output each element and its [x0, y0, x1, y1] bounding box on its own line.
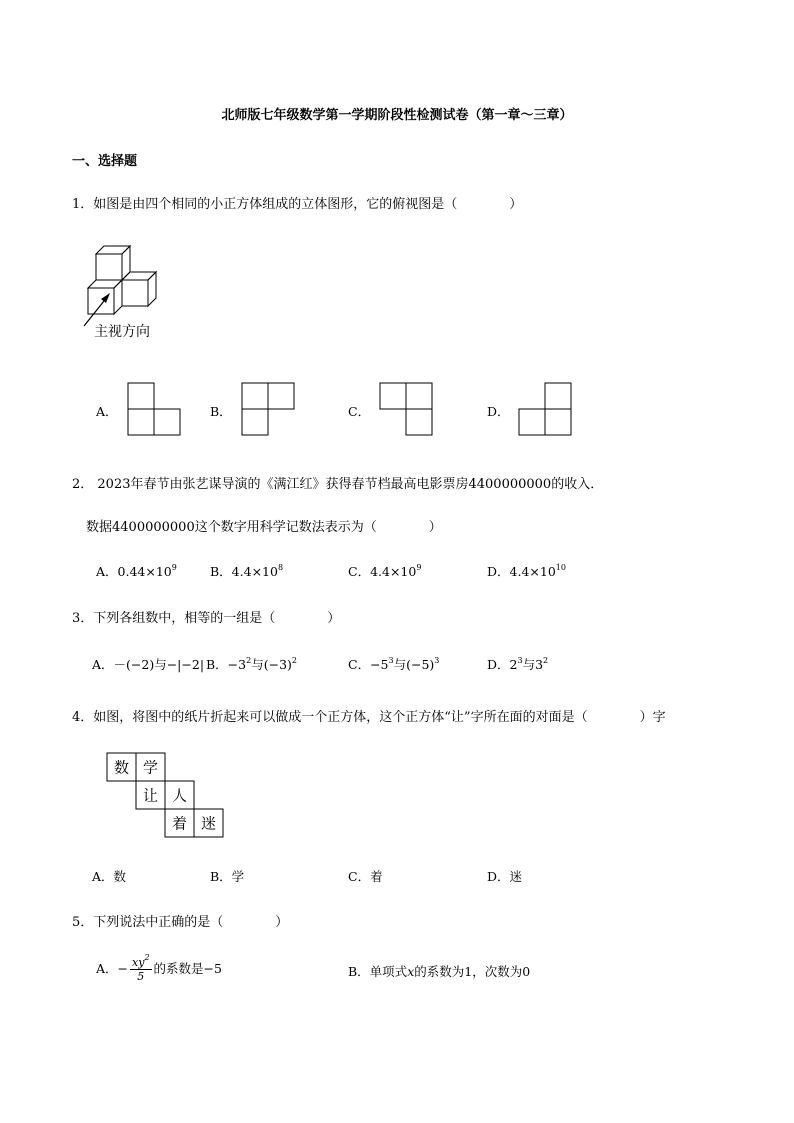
q3-d-base: D．2 — [487, 657, 518, 672]
q1-option-d-label[interactable]: D． — [487, 404, 510, 419]
question-2-stem: 2． 2023年春节由张艺谋导演的《满江红》获得春节档最高电影票房4400000000的收入． — [72, 477, 604, 492]
cube-net-figure — [106, 752, 226, 840]
fraction-denominator: 5 — [137, 970, 145, 983]
question-3-stem: 3．下列各组数中，相等的一组是（ ） — [72, 611, 341, 626]
q5-a-prefix: A．− — [96, 961, 129, 976]
q1-option-d-figure[interactable] — [518, 382, 574, 438]
q3-d-exponent-2: 2 — [543, 656, 549, 665]
q1-option-a-figure[interactable] — [127, 382, 183, 438]
q3-b-exponent: 2 — [246, 656, 252, 665]
q3-c-mid: 与(−5) — [393, 657, 435, 672]
q2-option-b[interactable] — [210, 562, 283, 580]
q2-option-d[interactable] — [487, 562, 566, 580]
q1-option-c-label[interactable]: C． — [348, 404, 371, 419]
q3-option-c[interactable] — [348, 655, 439, 673]
net-char-xue: 学 — [142, 758, 159, 777]
q2-d-exponent: 10 — [555, 563, 566, 572]
question-1-stem: 1．如图是由四个相同的小正方体组成的立体图形，它的俯视图是（ ） — [72, 197, 523, 212]
section-heading: 一、选择题 — [72, 154, 138, 169]
cube-front-front — [88, 288, 114, 314]
q5-a-suffix: 的系数是−5 — [153, 961, 222, 976]
q5-b-suffix: 的系数为1，次数为0 — [414, 964, 531, 979]
cube-right-front — [122, 280, 148, 306]
net-char-mi: 迷 — [200, 814, 217, 833]
net-char-ren: 人 — [171, 786, 188, 805]
q4-option-b[interactable]: B．学 — [210, 869, 245, 884]
q2-d-base: D．4.4×10 — [487, 564, 556, 579]
q2-c-exponent: 9 — [416, 563, 422, 572]
fraction-numerator: $xy^2$ — [132, 952, 150, 969]
q2-c-base: C．4.4×10 — [348, 564, 417, 579]
cube-front-top — [88, 280, 122, 288]
q4-option-d[interactable]: D．迷 — [487, 869, 523, 884]
q3-c-base: C．−5 — [348, 657, 389, 672]
q3-c-exponent: 3 — [388, 656, 394, 665]
q5-option-b[interactable] — [348, 962, 530, 980]
q1-option-b-label[interactable]: B． — [210, 404, 232, 419]
cube-front-side — [114, 280, 122, 314]
q3-d-exponent: 3 — [517, 656, 523, 665]
net-char-rang: 让 — [142, 786, 159, 805]
q1-option-a-label[interactable]: A． — [96, 404, 118, 419]
q1-option-b-figure[interactable] — [241, 382, 297, 438]
net-char-shu: 数 — [113, 758, 130, 777]
q2-a-base: A．0.44×10 — [96, 564, 172, 579]
page-title: 北师版七年级数学第一学期阶段性检测试卷（第一章～三章） — [221, 108, 573, 123]
view-direction-label: 主视方向 — [94, 324, 150, 340]
q2-b-base: B．4.4×10 — [210, 564, 278, 579]
q5-b-variable: x — [407, 964, 415, 979]
cube-top-front — [96, 254, 122, 280]
question-5-stem: 5．下列说法中正确的是（ ） — [72, 915, 289, 930]
q5-b-prefix: B．单项式 — [348, 964, 408, 979]
q3-option-d[interactable] — [487, 655, 548, 673]
q3-option-b[interactable] — [206, 655, 297, 673]
q3-b-exponent-2: 2 — [291, 656, 297, 665]
question-4-stem: 4．如图，将图中的纸片折起来可以做成一个正方体，这个正方体“让”字所在面的对面是（ ）字 — [72, 710, 666, 725]
q3-c-exponent-2: 3 — [434, 656, 440, 665]
cube-right-top — [122, 272, 156, 280]
net-char-zhao: 着 — [171, 814, 188, 833]
cube-right-side — [148, 272, 156, 306]
q3-b-base: B．−3 — [206, 657, 247, 672]
q5-option-a[interactable] — [96, 950, 222, 988]
q2-option-a[interactable] — [96, 562, 177, 580]
q2-a-exponent: 9 — [171, 563, 177, 572]
q2-option-c[interactable] — [348, 562, 421, 580]
cube-top-top — [96, 246, 130, 254]
q3-d-mid: 与3 — [522, 657, 544, 672]
q4-option-c[interactable]: C．着 — [348, 869, 383, 884]
question-2-stem-line2: 数据4400000000这个数字用科学记数法表示为（ ） — [86, 520, 442, 535]
q2-b-exponent: 8 — [277, 563, 284, 572]
q3-option-a[interactable]: A．－(−2)与−|−2| — [92, 657, 205, 672]
cube-top-side — [122, 246, 130, 280]
fraction — [130, 952, 152, 983]
numerator-exponent: 2 — [144, 952, 150, 962]
arrowhead — [101, 293, 110, 303]
q4-option-a[interactable]: A．数 — [92, 869, 127, 884]
q3-b-mid: 与(−3) — [251, 657, 292, 672]
q1-option-c-figure[interactable] — [379, 382, 435, 438]
